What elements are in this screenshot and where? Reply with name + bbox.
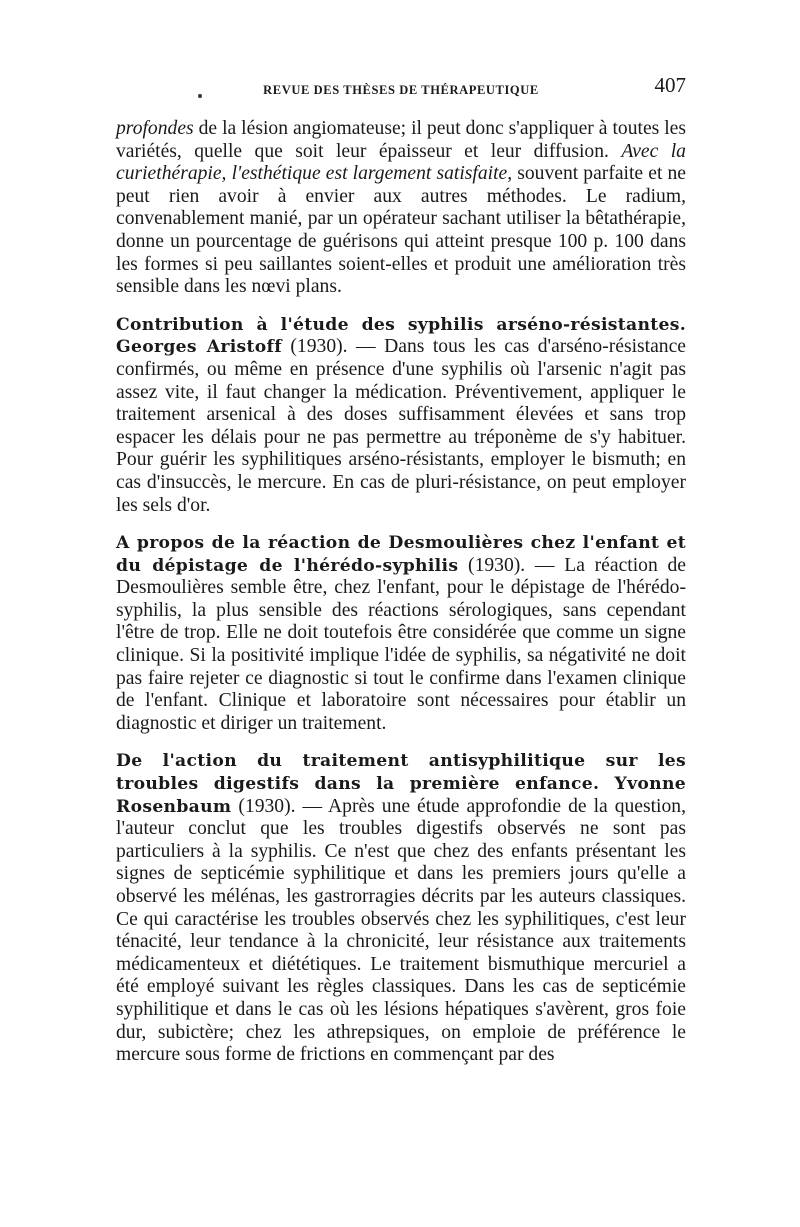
entry-year: (1930). <box>231 795 296 817</box>
intro-text-a: de la lésion angiomateuse; il peut donc s'appliquer à toutes les variétés, quelle que soit leur épaisseur et leur diffusion. <box>116 118 686 162</box>
intro-italic-mid: Avec la curiethérapie, l'esthétique est largement satisfaite, <box>116 140 686 185</box>
page <box>116 70 686 1067</box>
running-title: REVUE DES THÈSES DE THÉRAPEUTIQUE <box>263 83 539 97</box>
entry-desmoulieres <box>116 532 686 735</box>
ornament-dot <box>198 94 202 98</box>
entry-title: A propos de la réaction de Desmoulières chez l'enfant et du dépistage de l'hérédo-syphilis <box>116 533 686 576</box>
page-number: 407 <box>654 73 686 97</box>
entry-text: — La réaction de Desmoulières semble être, chez l'enfant, pour le dépistage de l'hérédo-syphilis, la plus sensible des réactions sérologiques, sans cependant l'être de trop. Elle ne doit toutefois être considérée que comme un signe clinique. Si la positivité implique l'idée de syphilis, sa négativité ne doit pas faire rejeter ce diagnostic si tout le confirme dans l'examen clinique de l'enfant. Clinique et laboratoire sont nécessaires pour établir un diagnostic et diriger un traitement. <box>116 554 686 734</box>
entry-aristoff <box>116 314 686 517</box>
entry-title: Contribution à l'étude des syphilis arséno-résistantes. Georges Aristoff <box>116 314 686 358</box>
running-head <box>116 70 686 100</box>
entry-text: — Après une étude approfondie de la question, l'auteur conclut que les troubles digestifs observés ne sont pas particuliers à la syphilis. Ce n'est que chez des enfants présentant les signes de septicémie syphilitique et dans les premiers jours qu'elle a observé les mélénas, les gastrorragies décrits par les auteurs classiques. Ce qui caractérise les troubles observés chez les syphilitiques, c'est leur ténacité, leur tendance à la chronicité, leur résistance aux traitements médicamenteux et diététiques. Le traitement bismuthique mercuriel a été employé suivant les règles classiques. Dans les cas de septicémie syphilitique et dans le cas où les lésions hépatiques s'avèrent, gros foie dur, subictère; chez les athrepsiques, on emploie de préférence le mercure sous forme de frictions en commençant par des <box>116 795 686 1066</box>
entry-rosenbaum <box>116 750 686 1066</box>
intro-text-b: souvent parfaite et ne peut rien avoir à envier aux autres méthodes. Le radium, convenablement manié, par un opérateur sachant utiliser la bêtathérapie, donne un pourcentage de guérisons qui atteint presque 100 p. 100 dans les formes si peu saillantes soient-elles et produit une amélioration très sensible dans les nœvi plans. <box>116 163 686 298</box>
entry-title: De l'action du traitement antisyphilitique sur les troubles digestifs dans la première enfance. Yvonne Rosenbaum <box>116 751 686 817</box>
intro-paragraph <box>116 118 686 299</box>
entry-year: (1930). <box>281 336 348 358</box>
intro-italic-start: profondes <box>116 118 194 139</box>
body-text <box>116 118 686 1067</box>
entry-text: — Dans tous les cas d'arséno-résistance confirmés, ou même en présence d'une syphilis où l'arsenic n'agit pas assez vite, il faut changer la médication. Préventivement, appliquer le traitement arsenical à des doses suffisamment élevées et sans trop espacer les délais pour ne pas permettre au tréponème de s'y habituer. Pour guérir les syphilitiques arséno-résistants, employer le bismuth; en cas d'insuccès, le mercure. En cas de pluri-résistance, on peut employer les sels d'or. <box>116 336 686 516</box>
entry-year: (1930). <box>458 554 526 576</box>
